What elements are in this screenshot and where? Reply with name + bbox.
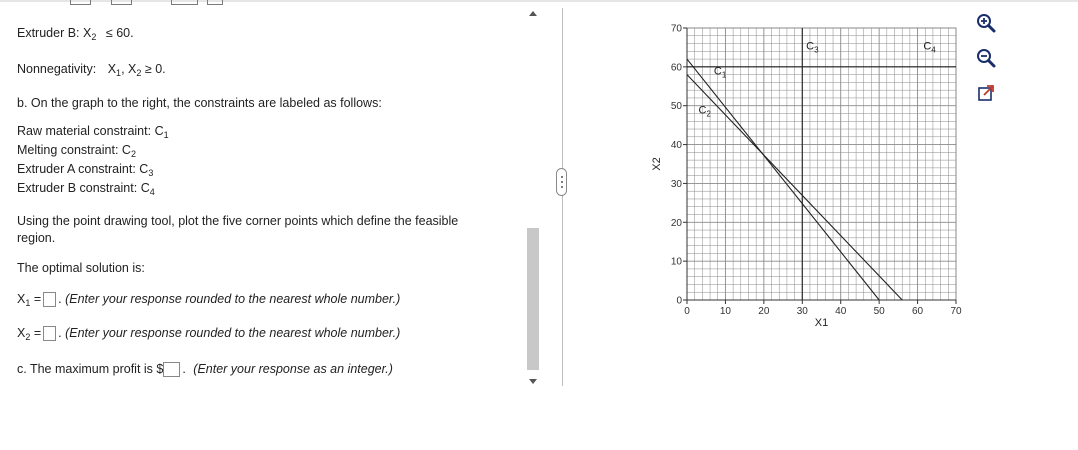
constraint-label-c3: Extruder A constraint: $C_3$: [17, 162, 154, 178]
x2-answer-hint: (Enter your response rounded to the nearest whole number.): [65, 326, 401, 340]
top-border: [0, 0, 1078, 2]
x-tick-label: 0: [684, 306, 690, 317]
zoom-out-icon[interactable]: [975, 47, 997, 69]
nonnegativity-constraint: Nonnegativity: $X_1$, $X_2 \ge 0$.: [17, 62, 166, 78]
x-tick-label: 20: [758, 306, 770, 317]
y-tick-label: 30: [670, 178, 682, 190]
plot-frame: [687, 28, 956, 300]
x2-answer-row: $X_2$ = . (Enter your response rounded to the nearest whole number.): [17, 326, 401, 342]
zoom-in-icon[interactable]: [975, 12, 997, 34]
graph-svg[interactable]: [640, 18, 960, 338]
y-tick-label: 0: [676, 295, 682, 307]
x-tick-label: 40: [835, 306, 847, 317]
y-tick-label: 20: [670, 217, 682, 229]
scroll-down-arrow[interactable]: [529, 379, 537, 384]
constraint-line-c1: [687, 59, 879, 300]
question-scrollbar[interactable]: [525, 8, 541, 386]
constraint-label-c2: $C_2$: [698, 104, 711, 119]
constraint-label-c3: $C_3$: [806, 40, 819, 55]
x-tick-label: 30: [796, 306, 808, 317]
instruction-text-line2: region.: [17, 231, 56, 245]
x1-answer-row: $X_1$ = . (Enter your response rounded to the nearest whole number.): [17, 292, 401, 308]
optimal-solution-label: The optimal solution is:: [17, 261, 145, 275]
constraint-label-c4: Extruder B constraint: $C_4$: [17, 181, 155, 197]
y-tick-label: 50: [670, 101, 682, 113]
y-tick-label: 60: [670, 62, 682, 74]
y-axis-label: X2: [651, 157, 663, 171]
x-tick-label: 10: [719, 306, 731, 317]
x1-answer-hint: (Enter your response rounded to the nearest whole number.): [65, 292, 401, 306]
x-tick-label: 70: [950, 306, 962, 317]
max-profit-row: c. The maximum profit is $ . (Enter your response as an integer.): [17, 362, 393, 376]
graph-panel[interactable]: [640, 18, 960, 343]
x-tick-label: 60: [912, 306, 924, 317]
splitter-drag-handle[interactable]: [556, 168, 567, 196]
instruction-text-line1: Using the point drawing tool, plot the five corner points which define the feasible: [17, 214, 459, 228]
y-tick-label: 10: [670, 256, 682, 268]
y-tick-label: 70: [670, 23, 682, 35]
x-axis-label: X1: [814, 317, 829, 329]
max-profit-input[interactable]: [163, 362, 180, 377]
constraint-label-c1: Raw material constraint: $C_1$: [17, 124, 169, 140]
x-tick-label: 50: [873, 306, 885, 317]
max-profit-hint: (Enter your response as an integer.): [193, 362, 393, 376]
constraint-label-c1: $C_1$: [713, 65, 727, 80]
scroll-up-arrow[interactable]: [529, 11, 537, 16]
constraint-label-c4: $C_4$: [923, 40, 936, 55]
constraint-label-c2: Melting constraint: $C_2$: [17, 143, 136, 159]
x1-answer-input[interactable]: [43, 292, 56, 307]
y-tick-label: 40: [670, 140, 682, 152]
popout-icon[interactable]: [975, 82, 997, 104]
panel-splitter: [562, 8, 563, 386]
x2-answer-input[interactable]: [43, 326, 56, 341]
extruder-b-constraint: Extruder B: $X_2 \le 60$.: [17, 26, 134, 42]
part-b-heading: b. On the graph to the right, the constraints are labeled as follows:: [17, 96, 382, 110]
scroll-thumb[interactable]: [527, 228, 539, 370]
